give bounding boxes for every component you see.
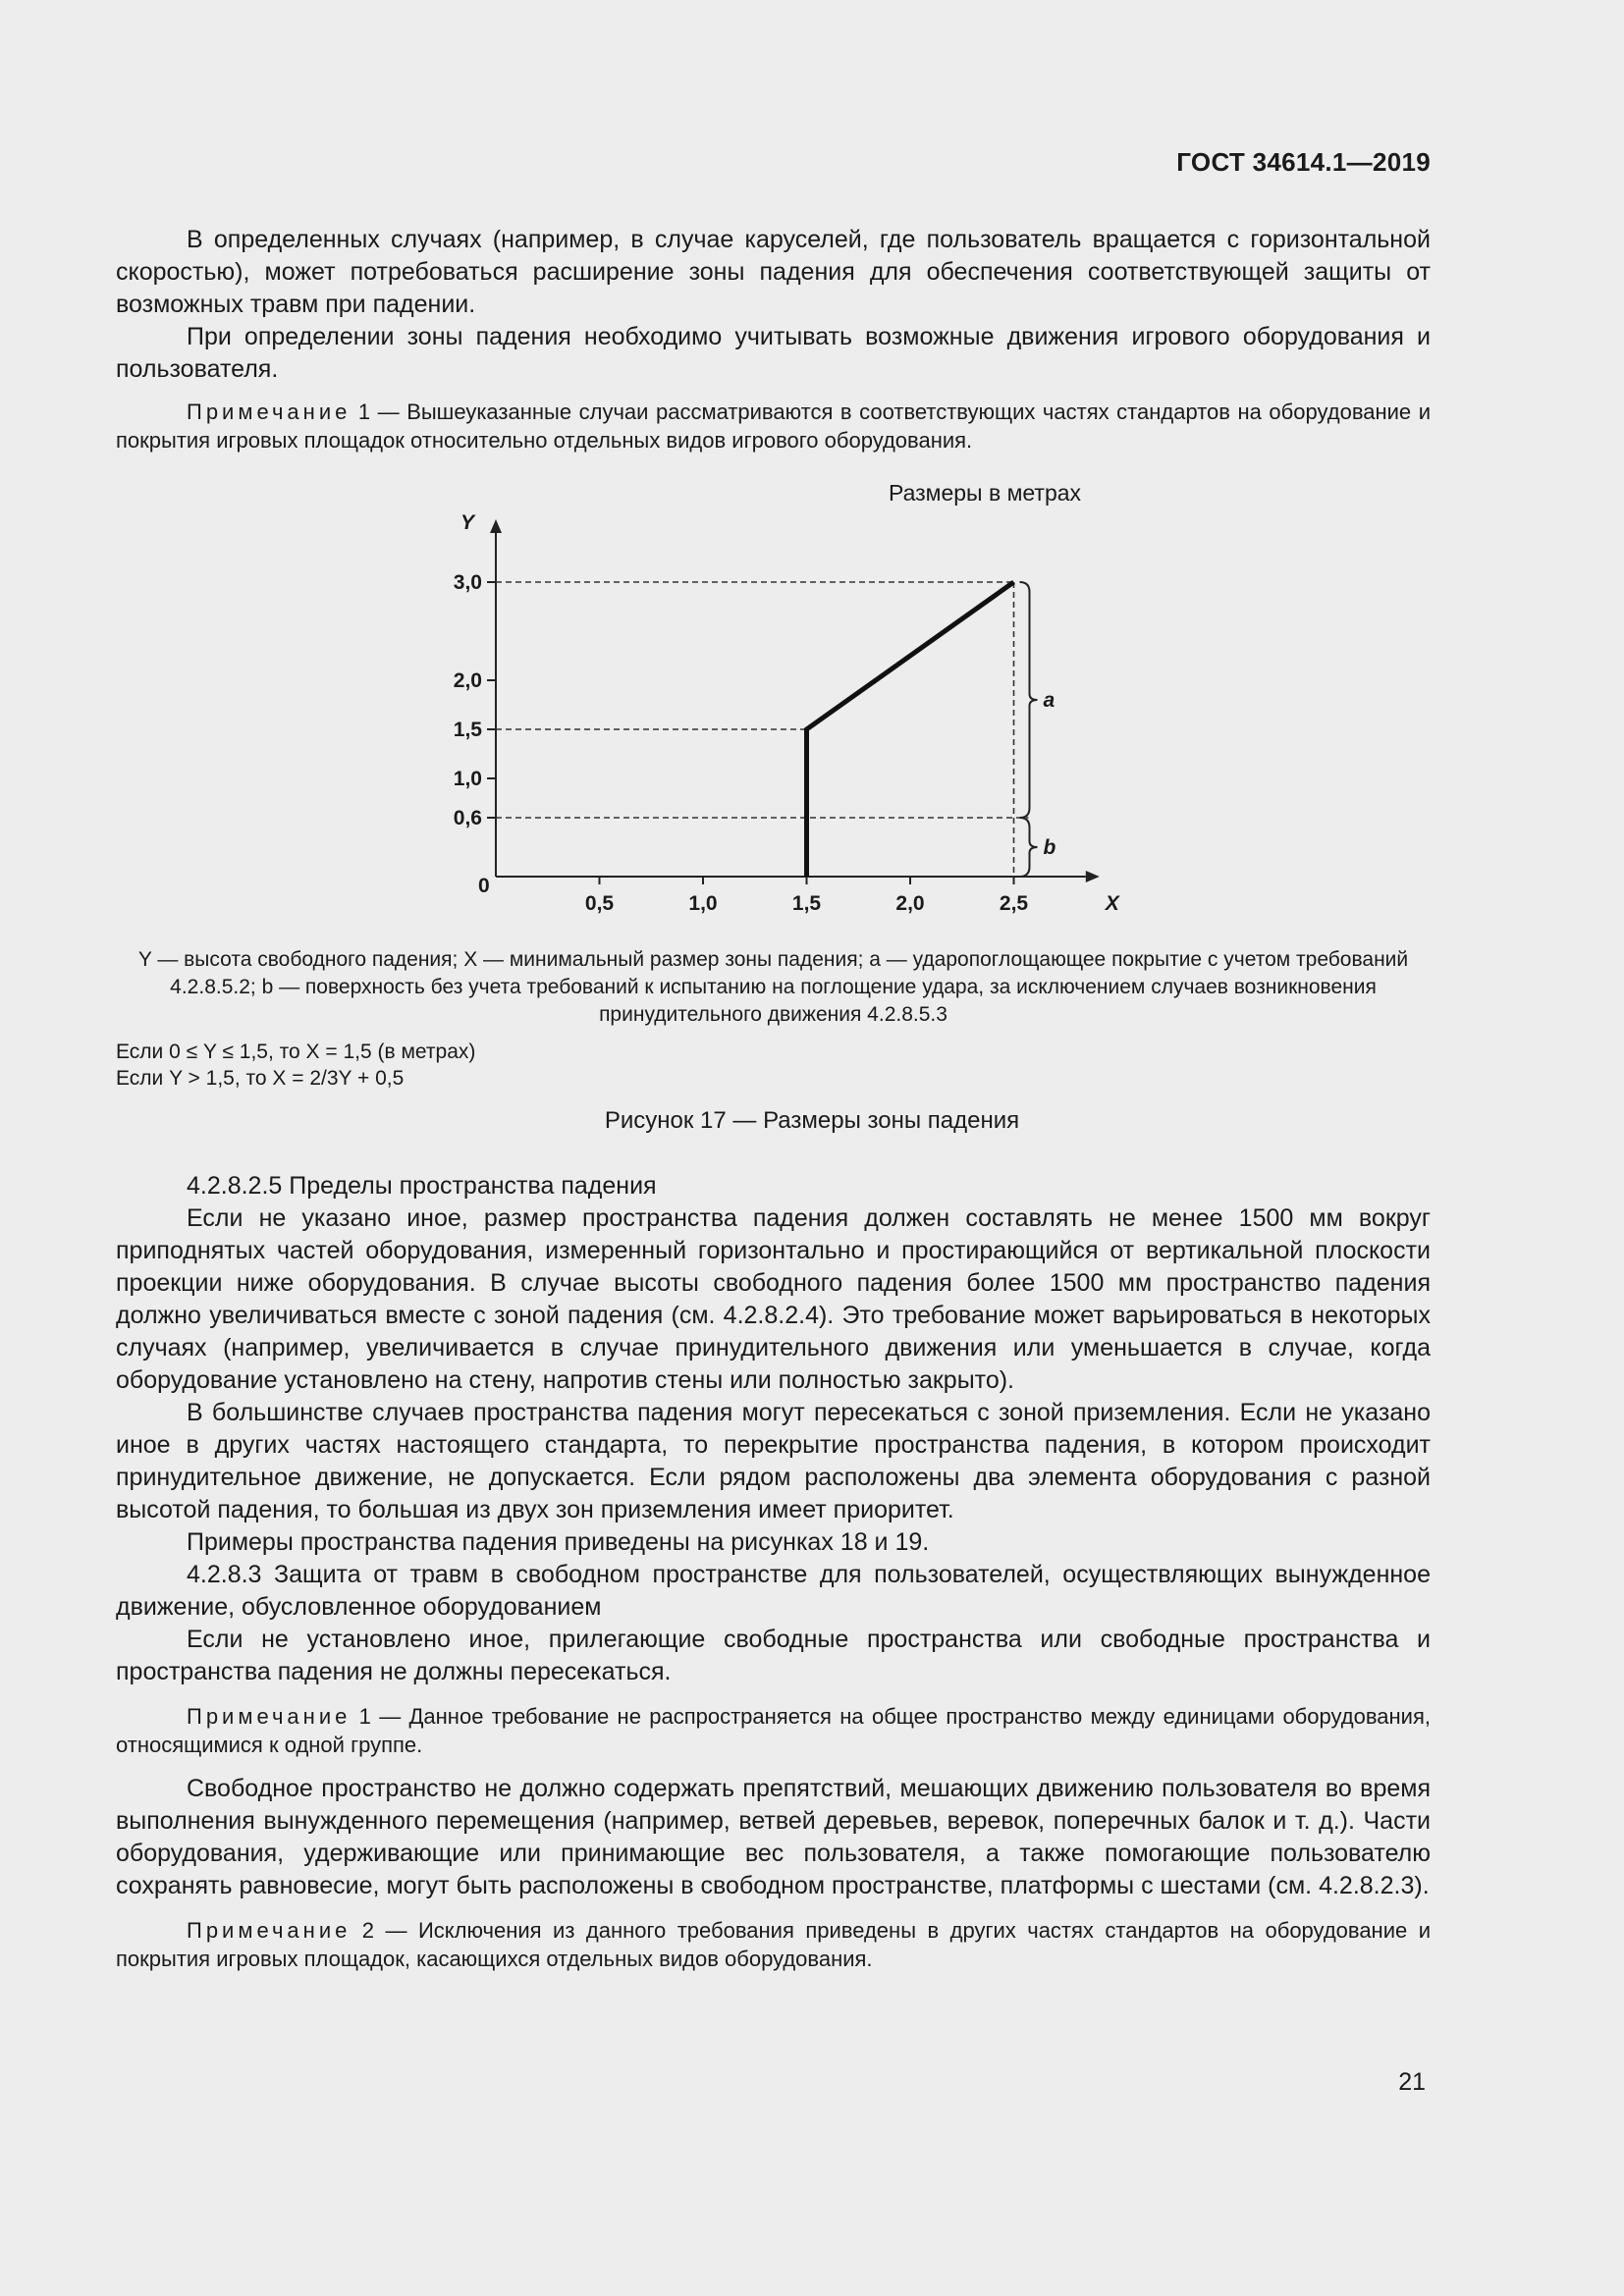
fall-zone-line xyxy=(807,582,1014,877)
figure-legend: Y — высота свободного падения; X — минимальный размер зоны падения; a — ударопоглощающее покрытие с учетом требований 4.2.8.5.2; b — поверхность без учета требований к испытанию на поглощение удара, за исключением случаев возникновения принудительного движения 4.2.8.5.3 xyxy=(137,948,1409,1026)
formula-line-2: Если Y > 1,5, то X = 2/3Y + 0,5 xyxy=(116,1067,405,1090)
section-paragraph-4: Если не установлено иное, прилегающие свободные пространства или свободные пространства и пространства падения не должны пересекаться. xyxy=(116,1626,1431,1685)
brace-a xyxy=(1020,582,1038,818)
x-tick-label: 2,5 xyxy=(999,892,1029,915)
intro-paragraph-2: При определении зоны падения необходимо учитывать возможные движения игрового оборудования и пользователя. xyxy=(116,323,1431,383)
section-paragraph-3: Примеры пространства падения приведены на рисунках 18 и 19. xyxy=(187,1528,930,1556)
intro-note-1 xyxy=(116,398,1431,454)
x-tick-label: 1,0 xyxy=(688,892,718,915)
formula-line-1: Если 0 ≤ Y ≤ 1,5, то X = 1,5 (в метрах) xyxy=(116,1041,476,1063)
note-label: Примечание xyxy=(187,1918,352,1943)
brace-b xyxy=(1020,818,1038,877)
note-text: 1 — Вышеуказанные случаи рассматриваются в соответствующих частях стандартов на оборудование и покрытия игровых площадок относительно отдельных видов игрового оборудования. xyxy=(116,400,1431,453)
y-tick-label: 1,0 xyxy=(453,768,482,790)
figure-title: Рисунок 17 — Размеры зоны падения xyxy=(604,1107,1020,1134)
section-heading-4283: 4.2.8.3 Защита от травм в свободном пространстве для пользователей, осуществляющих вынужденное движение, обусловленное оборудованием xyxy=(116,1561,1431,1621)
note-text: 1 — Данное требование не распространяется на общее пространство между единицами оборудования, относящимися к одной группе. xyxy=(116,1704,1431,1757)
section-paragraph-1: Если не указано иное, размер пространства падения должен составлять не менее 1500 мм вокруг приподнятых частей оборудования, измеренный горизонтально и простирающийся от вертикальной плоскости проекции ниже оборудования. В случае высоты свободного падения более 1500 мм пространство падения должно увеличиваться вместе с зоной падения (см. 4.2.8.2.4). Это требование может варьироваться в некоторых случаях (например, увеличивается в случае принудительного движения или уменьшается в случае, когда оборудование установлено на стену, напротив стены или полностью закрыто). xyxy=(116,1204,1431,1394)
x-tick-label: 0,5 xyxy=(584,892,615,915)
y-tick-label: 2,0 xyxy=(453,669,482,692)
section-heading-42825: 4.2.8.2.5 Пределы пространства падения xyxy=(187,1172,657,1200)
section-note-1 xyxy=(116,1702,1431,1759)
section-paragraph-5: Свободное пространство не должно содержать препятствий, мешающих движению пользователя во время выполнения вынужденного перемещения (например, ветвей деревьев, веревок, поперечных балок и т. д.). Части оборудования, удерживающие или принимающие вес пользователя, а также помогающие пользователю сохранять равновесие, могут быть расположены в свободном пространстве, платформы с шестами (см. 4.2.8.2.3). xyxy=(116,1775,1431,1899)
x-tick-label: 1,5 xyxy=(791,892,822,915)
y-axis-label: Y xyxy=(460,511,475,534)
note-text: 2 — Исключения из данного требования приведены в других частях стандартов на оборудование и покрытия игровых площадок, касающихся отдельных видов оборудования. xyxy=(116,1918,1431,1971)
x-axis-arrow xyxy=(1086,871,1100,882)
dimensions-label: Размеры в метрах xyxy=(889,480,1082,506)
section-note-2 xyxy=(116,1916,1431,1973)
intro-block xyxy=(116,224,1431,454)
page-number: 21 xyxy=(1398,2068,1426,2096)
section-block xyxy=(116,1170,1431,1973)
brace-a-label: a xyxy=(1043,689,1056,712)
section-paragraph-2: В большинстве случаев пространства падения могут пересекаться с зоной приземления. Если не указано иное в других частях настоящего стандарта, то перекрытие пространства падения, в котором происходит принудительное движение, не допускается. Если рядом расположены два элемента оборудования с разной высотой падения, то большая из двух зон приземления имеет приоритет. xyxy=(116,1399,1431,1523)
y-axis-arrow xyxy=(490,519,502,533)
note-label: Примечание xyxy=(187,400,352,424)
y-tick-label: 0,6 xyxy=(453,807,482,829)
y-tick-label: 3,0 xyxy=(453,571,482,594)
x-tick-label: 2,0 xyxy=(895,892,925,915)
note-label: Примечание xyxy=(187,1704,352,1729)
origin-label: 0 xyxy=(478,875,490,897)
intro-paragraph-1: В определенных случаях (например, в случае каруселей, где пользователь вращается с горизонтальной скоростью), может потребоваться расширение зоны падения для обеспечения соответствующей защиты от возможных травм при падении. xyxy=(116,226,1431,318)
brace-b-label: b xyxy=(1043,836,1056,859)
y-tick-label: 1,5 xyxy=(453,719,482,741)
document-code: ГОСТ 34614.1—2019 xyxy=(1176,147,1431,177)
x-axis-label: X xyxy=(1105,892,1119,915)
fall-zone-chart xyxy=(422,506,1129,928)
